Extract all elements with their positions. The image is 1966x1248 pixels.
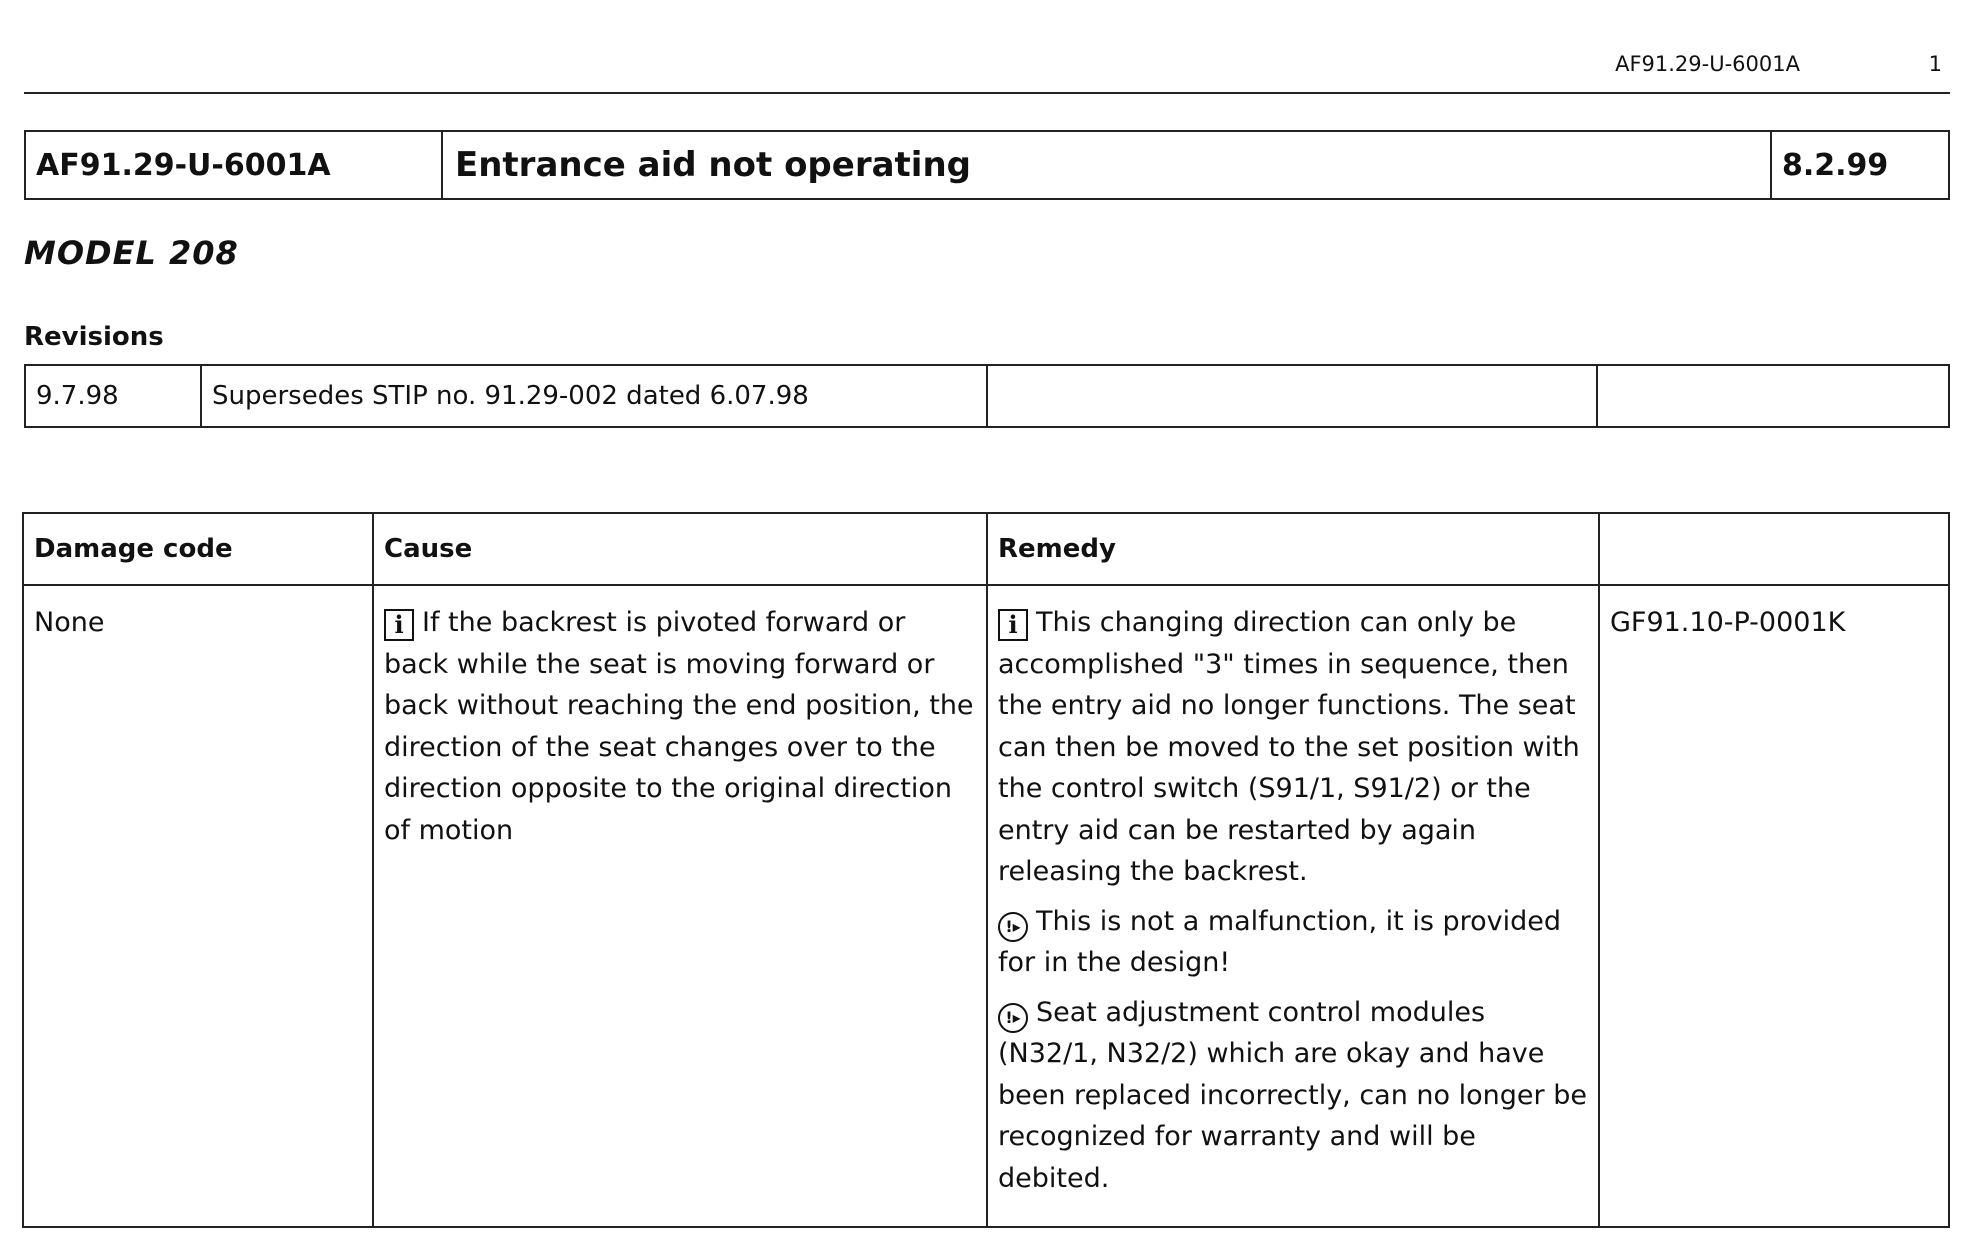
reference-code: GF91.10-P-0001K xyxy=(1610,607,1846,638)
running-header xyxy=(24,52,1950,94)
cause-cell xyxy=(374,586,988,1226)
revision-text: Supersedes STIP no. 91.29-002 dated 6.07.98 xyxy=(202,366,988,426)
revision-empty-cell xyxy=(1598,366,1948,426)
header-cause: Cause xyxy=(374,514,988,584)
model-heading: MODEL 208 xyxy=(24,234,239,272)
revisions-label: Revisions xyxy=(24,322,164,352)
header-remedy: Remedy xyxy=(988,514,1600,584)
revision-empty-cell xyxy=(988,366,1598,426)
note-icon: !▸ xyxy=(998,1003,1028,1033)
table-row xyxy=(24,586,1948,1226)
running-header-code: AF91.29-U-6001A xyxy=(1615,52,1800,76)
remedy-text-1: This changing direction can only be accomplished "3" times in sequence, then the entry aid no longer functions. The seat can then be moved to the set position with the control switch (S91/1, S91/2) or the entry aid can be restarted by again releasing the backrest. xyxy=(998,607,1580,887)
remedy-text-2: This is not a malfunction, it is provided for in the design! xyxy=(998,905,1561,978)
revision-date: 9.7.98 xyxy=(26,366,202,426)
remedy-paragraph xyxy=(998,992,1588,1200)
title-block xyxy=(24,130,1950,200)
cause-text: If the backrest is pivoted forward or back while the seat is moving forward or back without reaching the end position, the direction of the seat changes over to the direction opposite to the original direction of motion xyxy=(384,607,974,846)
cause-paragraph xyxy=(384,602,976,851)
note-icon: !▸ xyxy=(998,912,1028,942)
table-header-row xyxy=(24,514,1948,586)
document-date: 8.2.99 xyxy=(1782,147,1889,183)
damage-code-value: None xyxy=(34,607,105,638)
remedy-cell xyxy=(988,586,1600,1226)
info-icon: i xyxy=(384,609,414,641)
damage-code-cell xyxy=(24,586,374,1226)
info-icon: i xyxy=(998,609,1028,641)
document-title: Entrance aid not operating xyxy=(443,132,1772,198)
damage-table xyxy=(22,512,1950,1228)
revisions-table xyxy=(24,364,1950,428)
remedy-text-3: Seat adjustment control modules (N32/1, N32/2) which are okay and have been replaced incorrectly, can no longer be recognized for warranty and will be debited. xyxy=(998,996,1587,1194)
remedy-paragraph xyxy=(998,602,1588,893)
header-damage-code: Damage code xyxy=(24,514,374,584)
remedy-paragraph xyxy=(998,901,1588,984)
reference-cell xyxy=(1600,586,1948,1226)
page-number: 1 xyxy=(1928,52,1942,76)
header-reference xyxy=(1600,514,1948,584)
document-code: AF91.29-U-6001A xyxy=(26,132,443,198)
